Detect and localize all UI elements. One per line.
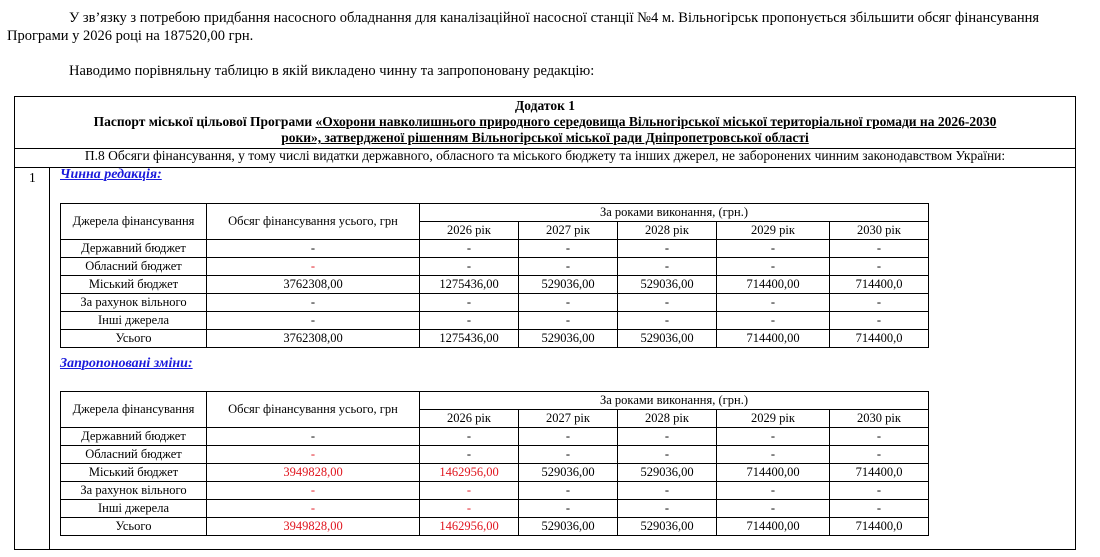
cell-year-value: 714400,0 xyxy=(830,464,929,482)
header-source: Джерела фінансування xyxy=(61,204,207,240)
table-header-row xyxy=(61,392,929,410)
cell-total: - xyxy=(207,482,420,500)
cell-year-value: - xyxy=(830,258,929,276)
number-column-divider xyxy=(49,168,50,550)
cell-year-value: - xyxy=(420,294,519,312)
passport-title-line1 xyxy=(15,114,1075,130)
comparison-intro: Наводимо порівняльну таблицю в якій викладено чинну та запропоновану редакцію: xyxy=(69,63,595,79)
cell-source: Державний бюджет xyxy=(61,240,207,258)
cell-year-value: 529036,00 xyxy=(519,276,618,294)
table-row xyxy=(61,276,929,294)
cell-total: - xyxy=(207,240,420,258)
cell-year-value: 1462956,00 xyxy=(420,518,519,536)
cell-year-value: - xyxy=(830,428,929,446)
cell-year-value: - xyxy=(717,482,830,500)
cell-year-value: 714400,0 xyxy=(830,330,929,348)
header-year: 2027 рік xyxy=(519,222,618,240)
cell-year-value: 714400,00 xyxy=(717,330,830,348)
cell-year-value: - xyxy=(830,446,929,464)
cell-year-value: - xyxy=(618,258,717,276)
passport-prefix: Паспорт міської цільової Програми xyxy=(93,114,316,129)
cell-year-value: - xyxy=(618,312,717,330)
cell-source: Міський бюджет xyxy=(61,464,207,482)
program-name-line2: роки», затвердженої рішенням Вільногірської міської ради Дніпропетровської області xyxy=(281,130,809,145)
table-row xyxy=(61,258,929,276)
cell-year-value: - xyxy=(830,240,929,258)
cell-source: Міський бюджет xyxy=(61,276,207,294)
cell-year-value: - xyxy=(618,500,717,518)
cell-total: - xyxy=(207,446,420,464)
p8-caption: П.8 Обсяги фінансування, у тому числі видатки державного, обласного та міського бюджету та інших джерел, не заборонених чинним законодавством України: xyxy=(84,148,1006,163)
header-total: Обсяг фінансування усього, грн xyxy=(207,204,420,240)
cell-year-value: - xyxy=(717,312,830,330)
cell-year-value: - xyxy=(618,428,717,446)
program-name-line1: «Охорони навколишнього природного середовища Вільногірської міської територіальної громади на 2026-2030 xyxy=(315,114,997,129)
cell-year-value: - xyxy=(618,482,717,500)
cell-year-value: - xyxy=(830,312,929,330)
cell-year-value: 529036,00 xyxy=(519,330,618,348)
cell-year-value: 1462956,00 xyxy=(420,464,519,482)
cell-year-value: - xyxy=(420,240,519,258)
cell-source: Інші джерела xyxy=(61,500,207,518)
cell-year-value: - xyxy=(519,294,618,312)
table-row xyxy=(61,446,929,464)
cell-year-value: - xyxy=(717,446,830,464)
cell-year-value: 714400,0 xyxy=(830,276,929,294)
table-row xyxy=(61,240,929,258)
header-source: Джерела фінансування xyxy=(61,392,207,428)
cell-year-value: - xyxy=(519,446,618,464)
cell-total: - xyxy=(207,312,420,330)
appendix-title: Додаток 1 xyxy=(515,98,575,113)
cell-year-value: - xyxy=(420,428,519,446)
table-row xyxy=(61,518,929,536)
table-row xyxy=(61,330,929,348)
cell-total: - xyxy=(207,428,420,446)
cell-year-value: - xyxy=(618,240,717,258)
cell-source: Обласний бюджет xyxy=(61,446,207,464)
cell-year-value: 1275436,00 xyxy=(420,276,519,294)
header-year: 2026 рік xyxy=(420,410,519,428)
cell-year-value: - xyxy=(420,312,519,330)
passport-title-line2 xyxy=(15,130,1075,146)
cell-total: 3949828,00 xyxy=(207,518,420,536)
cell-year-value: 529036,00 xyxy=(618,276,717,294)
proposed-changes-table xyxy=(60,391,929,536)
cell-year-value: - xyxy=(420,258,519,276)
header-year: 2030 рік xyxy=(830,222,929,240)
cell-source: Усього xyxy=(61,518,207,536)
passport-box xyxy=(14,96,1076,550)
divider xyxy=(15,167,1075,168)
cell-year-value: - xyxy=(717,240,830,258)
header-total: Обсяг фінансування усього, грн xyxy=(207,392,420,428)
table-row xyxy=(61,294,929,312)
cell-year-value: - xyxy=(717,294,830,312)
cell-year-value: 714400,00 xyxy=(717,276,830,294)
cell-year-value: 714400,00 xyxy=(717,518,830,536)
header-year: 2029 рік xyxy=(717,222,830,240)
cell-source: Інші джерела xyxy=(61,312,207,330)
cell-year-value: 529036,00 xyxy=(618,330,717,348)
cell-total: - xyxy=(207,258,420,276)
table-header-row xyxy=(61,204,929,222)
cell-year-value: 714400,0 xyxy=(830,518,929,536)
cell-source: Державний бюджет xyxy=(61,428,207,446)
cell-year-value: - xyxy=(519,312,618,330)
header-year: 2029 рік xyxy=(717,410,830,428)
table-row xyxy=(61,500,929,518)
current-edition-table xyxy=(60,203,929,348)
cell-total: 3762308,00 xyxy=(207,276,420,294)
cell-year-value: - xyxy=(420,500,519,518)
cell-year-value: - xyxy=(717,500,830,518)
cell-year-value: - xyxy=(830,294,929,312)
header-year: 2026 рік xyxy=(420,222,519,240)
cell-year-value: 714400,00 xyxy=(717,464,830,482)
cell-year-value: 529036,00 xyxy=(519,518,618,536)
proposed-changes-title: Запропоновані зміни: xyxy=(60,356,193,371)
current-edition-title: Чинна редакція: xyxy=(60,167,162,182)
header-year: 2028 рік xyxy=(618,410,717,428)
cell-year-value: - xyxy=(519,258,618,276)
cell-total: 3762308,00 xyxy=(207,330,420,348)
table-row xyxy=(61,312,929,330)
cell-source: За рахунок вільного xyxy=(61,294,207,312)
cell-total: - xyxy=(207,294,420,312)
header-by-years: За роками виконання, (грн.) xyxy=(420,204,929,222)
cell-year-value: - xyxy=(717,258,830,276)
cell-year-value: - xyxy=(618,294,717,312)
cell-total: 3949828,00 xyxy=(207,464,420,482)
cell-year-value: - xyxy=(519,240,618,258)
cell-source: Усього xyxy=(61,330,207,348)
table-row xyxy=(61,428,929,446)
cell-year-value: - xyxy=(830,500,929,518)
cell-year-value: - xyxy=(420,482,519,500)
cell-year-value: - xyxy=(830,482,929,500)
cell-year-value: - xyxy=(420,446,519,464)
cell-year-value: 529036,00 xyxy=(618,464,717,482)
header-by-years: За роками виконання, (грн.) xyxy=(420,392,929,410)
cell-year-value: - xyxy=(618,446,717,464)
row-number: 1 xyxy=(29,170,36,185)
cell-year-value: - xyxy=(519,482,618,500)
cell-source: Обласний бюджет xyxy=(61,258,207,276)
table-row xyxy=(61,482,929,500)
cell-year-value: - xyxy=(717,428,830,446)
intro-paragraph: У зв’язку з потребою придбання насосного обладнання для каналізаційної насосної станції №4 м. Вільногірськ пропонується збільшити обсяг фінансування Програми у 2026 році на 187520,00 грн. xyxy=(7,10,1040,44)
table-row xyxy=(61,464,929,482)
cell-year-value: - xyxy=(519,500,618,518)
header-year: 2030 рік xyxy=(830,410,929,428)
cell-year-value: - xyxy=(519,428,618,446)
cell-year-value: 529036,00 xyxy=(519,464,618,482)
cell-total: - xyxy=(207,500,420,518)
cell-year-value: 529036,00 xyxy=(618,518,717,536)
cell-year-value: 1275436,00 xyxy=(420,330,519,348)
header-year: 2028 рік xyxy=(618,222,717,240)
cell-source: За рахунок вільного xyxy=(61,482,207,500)
header-year: 2027 рік xyxy=(519,410,618,428)
